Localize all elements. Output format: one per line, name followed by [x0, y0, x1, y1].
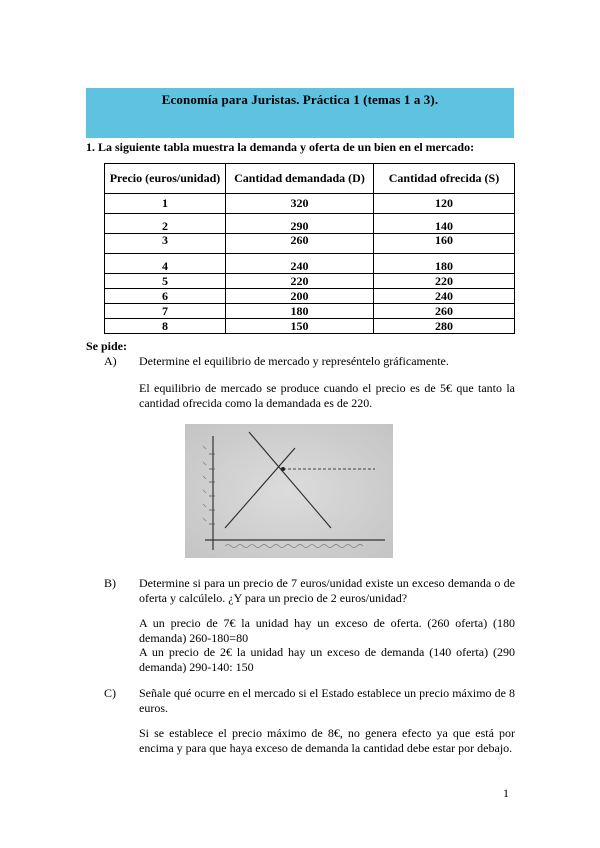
cell-supply: 240	[374, 289, 515, 304]
cell-supply: 140	[374, 214, 515, 234]
se-pide-heading: Se pide:	[86, 339, 128, 353]
cell-demand: 220	[226, 274, 374, 289]
item-b-answer-1: A un precio de 7€ la unidad hay un exceso de oferta. (260 oferta) (180 demanda) 260-180=80	[139, 616, 515, 645]
cell-supply: 160	[374, 234, 515, 254]
header-precio: Precio (euros/unidad)	[105, 164, 226, 194]
table-row	[105, 274, 515, 289]
equilibrium-graph-photo	[185, 424, 393, 558]
item-a-answer: El equilibrio de mercado se produce cuando el precio es de 5€ que tanto la cantidad ofrecida como la demandada es de 220.	[139, 381, 515, 410]
cell-price: 7	[105, 304, 226, 319]
cell-demand: 150	[226, 319, 374, 334]
table-row	[105, 234, 515, 254]
item-b-question: Determine si para un precio de 7 euros/unidad existe un exceso demanda o de oferta y calcúlelo. ¿Y para un precio de 2 euros/unidad?	[139, 576, 515, 605]
cell-price: 3	[105, 234, 226, 254]
cell-supply: 280	[374, 319, 515, 334]
equilibrium-sketch	[185, 424, 393, 558]
cell-price: 4	[105, 254, 226, 274]
cell-demand: 200	[226, 289, 374, 304]
table-row	[105, 254, 515, 274]
cell-price: 1	[105, 194, 226, 214]
item-b-letter: B)	[104, 576, 116, 590]
question-1-prompt: 1. La siguiente tabla muestra la demanda y oferta de un bien en el mercado:	[86, 140, 475, 154]
cell-supply: 120	[374, 194, 515, 214]
item-c-answer: Si se establece el precio máximo de 8€, no genera efecto ya que está por encima y para que haya exceso de demanda la cantidad debe estar por debajo.	[139, 726, 515, 755]
supply-demand-table	[104, 163, 515, 334]
item-a-question: Determine el equilibrio de mercado y represéntelo gráficamente.	[139, 354, 449, 368]
header-cantidad-demandada: Cantidad demandada (D)	[226, 164, 374, 194]
item-c-question: Señale qué ocurre en el mercado si el Estado establece un precio máximo de 8 euros.	[139, 686, 515, 715]
item-c-letter: C)	[104, 686, 116, 700]
equilibrium-point	[281, 467, 285, 471]
table-row	[105, 194, 515, 214]
header-cantidad-ofrecida: Cantidad ofrecida (S)	[374, 164, 515, 194]
cell-price: 8	[105, 319, 226, 334]
table-row	[105, 304, 515, 319]
cell-supply: 180	[374, 254, 515, 274]
page-number: 1	[503, 786, 509, 800]
cell-price: 6	[105, 289, 226, 304]
table-header-row	[105, 164, 515, 194]
cell-price: 2	[105, 214, 226, 234]
cell-supply: 220	[374, 274, 515, 289]
table-row	[105, 319, 515, 334]
cell-demand: 180	[226, 304, 374, 319]
cell-supply: 260	[374, 304, 515, 319]
cell-demand: 320	[226, 194, 374, 214]
cell-demand: 240	[226, 254, 374, 274]
item-b-answer-2: A un precio de 2€ la unidad hay un exceso de demanda (140 oferta) (290 demanda) 290-140: 150	[139, 645, 515, 674]
item-a-letter: A)	[104, 354, 117, 368]
table-row	[105, 214, 515, 234]
cell-price: 5	[105, 274, 226, 289]
document-title: Economía para Juristas. Práctica 1 (temas 1 a 3).	[161, 92, 439, 107]
cell-demand: 290	[226, 214, 374, 234]
table-row	[105, 289, 515, 304]
cell-demand: 260	[226, 234, 374, 254]
